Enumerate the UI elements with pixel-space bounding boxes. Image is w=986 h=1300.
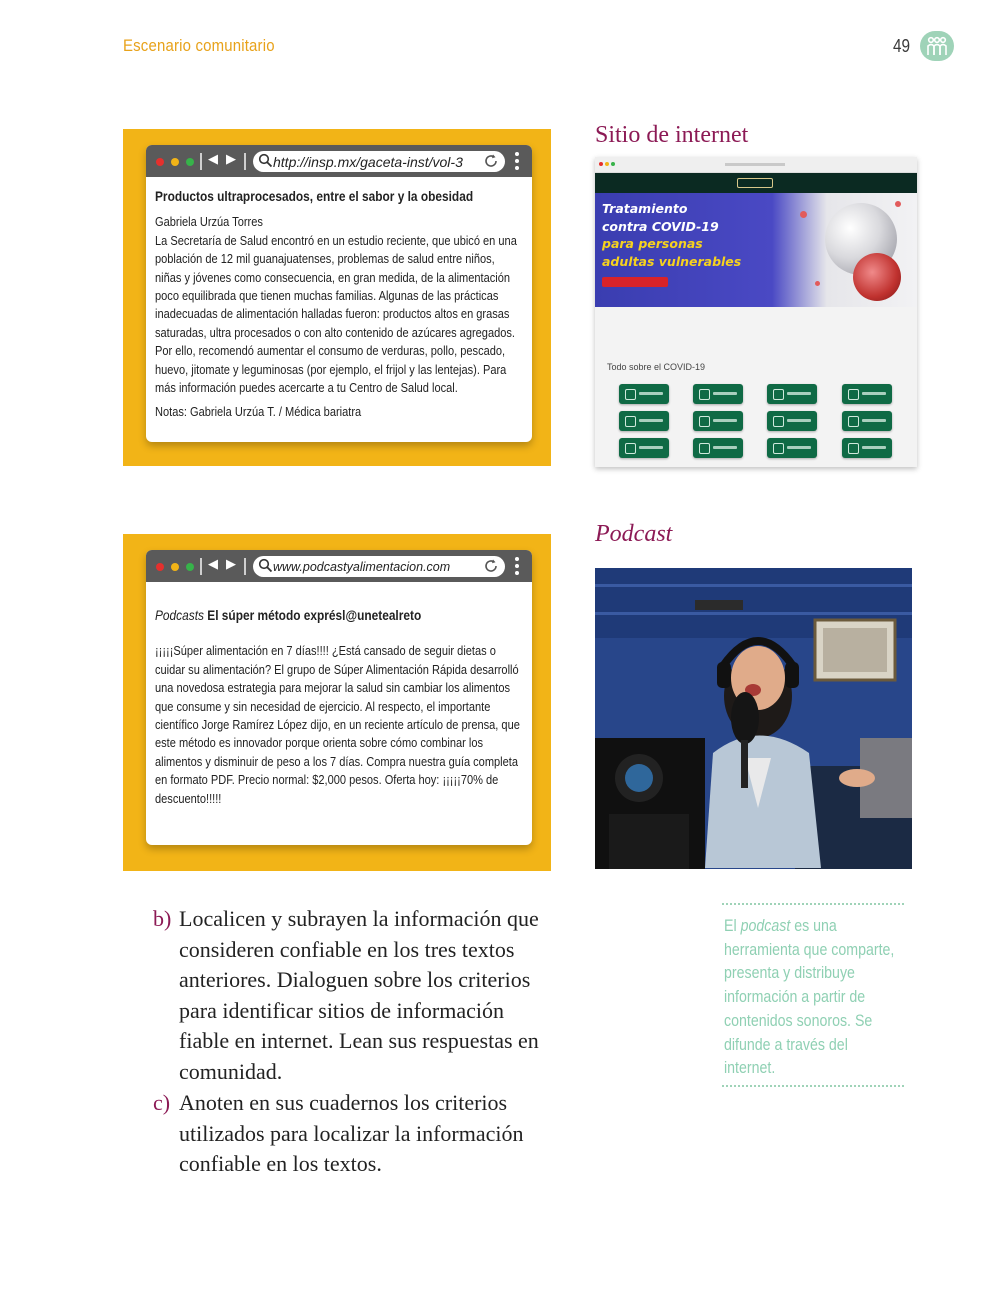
article-body: La Secretaría de Salud encontró en un estudio reciente, que ubicó en una población de 12 mil guanajuatenses, problemas de salud entre niños, niñas y jóvenes como consecuencia, en gran medida, de la alimentación poco equilibrada que tienen muchas familias. Algunas de las prácticas inadecuadas de alimentación halladas fueron: productos altos en grasas saturadas, ultra procesados o con alto contenido de azúcares agregados. Por ello, recomendó aumentar el consumo de verduras, pollo, pescado, huevo, jitomate y leguminosas (por ejemplo, el frijol y las lentejas). Para más información puedes acercarte a tu Centro de Salud local. bbox=[155, 232, 517, 396]
gov-link-tile[interactable] bbox=[693, 384, 743, 404]
banner-line-2: contra COVID-19 bbox=[602, 218, 719, 234]
section-header: Escenario comunitario bbox=[123, 36, 275, 55]
article-title: Productos ultraprocesados, entre el sabor y la obesidad bbox=[155, 188, 474, 204]
banner-headline bbox=[602, 200, 741, 270]
definition-body: es una herramienta que comparte, presenta y distribuye información a partir de contenidos sonoros. Se difunde a través del internet. bbox=[724, 917, 895, 1078]
minimize-dot-icon[interactable] bbox=[171, 158, 179, 166]
address-bar-url: http://insp.mx/gaceta-inst/vol-3 bbox=[273, 153, 463, 170]
forward-arrow-icon[interactable]: ▶ bbox=[226, 557, 236, 572]
more-info-button[interactable] bbox=[602, 277, 668, 287]
reload-icon[interactable] bbox=[483, 153, 499, 169]
question-letter: b) bbox=[153, 906, 172, 931]
definition-text bbox=[724, 915, 896, 1081]
forward-arrow-icon[interactable]: ▶ bbox=[226, 152, 236, 167]
gov-navbar bbox=[595, 173, 917, 193]
gov-subheading: Todo sobre el COVID-19 bbox=[607, 362, 706, 372]
close-dot-icon[interactable] bbox=[156, 158, 164, 166]
more-options-icon[interactable] bbox=[515, 152, 519, 173]
website-heading: Sitio de internet bbox=[595, 122, 749, 148]
gov-link-tile[interactable] bbox=[619, 384, 669, 404]
maximize-dot-icon[interactable] bbox=[186, 158, 194, 166]
address-bar[interactable] bbox=[253, 556, 505, 577]
minimize-dot-icon[interactable] bbox=[171, 563, 179, 571]
toolbar-divider bbox=[244, 558, 246, 575]
gov-link-tile[interactable] bbox=[693, 411, 743, 431]
back-arrow-icon[interactable]: ◀ bbox=[208, 557, 218, 572]
podcast-content bbox=[155, 606, 522, 808]
banner-line-3: para personas bbox=[602, 236, 703, 251]
community-icon bbox=[920, 31, 954, 61]
banner-line-4: adultas vulnerables bbox=[602, 253, 742, 269]
toolbar-divider bbox=[200, 558, 202, 575]
toolbar-divider bbox=[244, 153, 246, 170]
government-website-screenshot bbox=[595, 157, 917, 467]
browser-toolbar bbox=[146, 145, 532, 177]
close-dot-icon[interactable] bbox=[156, 563, 164, 571]
podcast-title bbox=[155, 606, 522, 624]
toolbar-divider bbox=[200, 153, 202, 170]
address-bar[interactable] bbox=[253, 151, 505, 172]
search-icon bbox=[258, 558, 273, 573]
banner-line-1: Tratamiento bbox=[602, 201, 688, 216]
virus-illustration-red bbox=[853, 253, 901, 301]
gov-link-tile[interactable] bbox=[619, 411, 669, 431]
article-content bbox=[155, 187, 522, 422]
gov-link-tile[interactable] bbox=[842, 438, 892, 458]
gov-browser-tabs bbox=[595, 157, 917, 173]
question-letter: c) bbox=[153, 1090, 171, 1115]
definition-intro: El bbox=[724, 917, 741, 935]
gov-link-tile[interactable] bbox=[767, 384, 817, 404]
article-author: Gabriela Urzúa Torres bbox=[155, 214, 263, 230]
gov-link-tile[interactable] bbox=[619, 438, 669, 458]
reload-icon[interactable] bbox=[483, 558, 499, 574]
browser-toolbar bbox=[146, 550, 532, 582]
podcast-heading: Podcast bbox=[595, 521, 673, 547]
address-bar-url: www.podcastyalimentacion.com bbox=[273, 559, 451, 574]
question-text: Localicen y subrayen la información que consideren confiable en los tres textos anteriores. Dialoguen sobre los criterios para identificar sitios de información fiable en internet. Lean sus respuestas en comunidad. bbox=[179, 906, 539, 1084]
podcast-definition-note bbox=[722, 903, 904, 1087]
article-browser-window bbox=[146, 145, 532, 442]
back-arrow-icon[interactable]: ◀ bbox=[208, 152, 218, 167]
page-number: 49 bbox=[893, 36, 911, 56]
question-text: Anoten en sus cuadernos los criterios utilizados para localizar la información confiable en los textos. bbox=[179, 1090, 524, 1176]
more-options-icon[interactable] bbox=[515, 557, 519, 578]
maximize-dot-icon[interactable] bbox=[186, 563, 194, 571]
article-notes: Notas: Gabriela Urzúa T. / Médica bariatra bbox=[155, 404, 362, 420]
definition-term: podcast bbox=[740, 917, 791, 935]
podcast-browser-window bbox=[146, 550, 532, 845]
gov-link-tile[interactable] bbox=[767, 438, 817, 458]
podcast-title-italic: Podcasts bbox=[155, 607, 204, 623]
podcast-title-rest: El súper método exprésl@unetealreto bbox=[203, 607, 422, 623]
podcast-body: ¡¡¡¡¡Súper alimentación en 7 días!!!! ¿Está cansado de seguir dietas o cuidar su alimentación? El grupo de Súper Alimentación Rápida desarrolló una novedosa estrategia para mejorar la salud sin cambiar los alimentos que consume y sin necesidad de ejercicio. Al respecto, el importante científico Jorge Ramírez López dijo, en un reciente artículo de prensa, que este método es innovador porque orienta sobre cómo combinar los alimentos y disminuir de peso a los 7 días. Compra nuestra guía completa en formato PDF. Precio normal: $2,000 pesos. Oferta hoy: ¡¡¡¡¡70% de descuento!!!!! bbox=[155, 643, 520, 806]
gov-logo bbox=[737, 178, 773, 188]
gov-link-tile[interactable] bbox=[767, 411, 817, 431]
gov-link-tile[interactable] bbox=[842, 384, 892, 404]
gov-link-tile[interactable] bbox=[842, 411, 892, 431]
podcast-host-photo bbox=[595, 568, 912, 869]
gov-link-tile[interactable] bbox=[693, 438, 743, 458]
search-icon bbox=[258, 153, 273, 168]
